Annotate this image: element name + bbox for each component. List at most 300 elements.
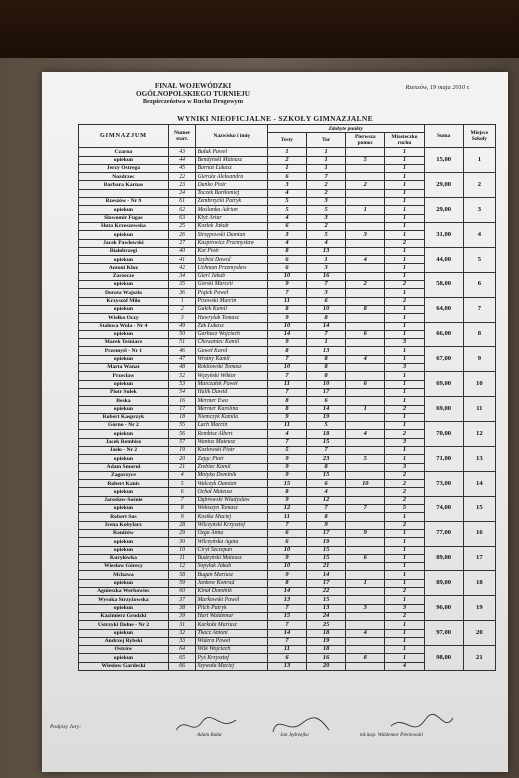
school-label: opiekun <box>79 355 169 363</box>
participant-name: Gaweł Karol <box>196 347 267 355</box>
school-place: 4 <box>463 222 495 247</box>
points-pomoc <box>346 513 385 521</box>
points-tor: 6 <box>307 480 346 488</box>
points-pomoc <box>346 563 385 571</box>
school-label: Kuryłówka <box>79 554 169 562</box>
points-miasteczko: 1 <box>385 563 424 571</box>
participant-name: Kot Piotr <box>196 247 267 255</box>
participant-name: Zembrzycki Patryk <box>196 198 267 206</box>
points-pomoc <box>346 189 385 197</box>
points-pomoc: 5 <box>346 156 385 164</box>
school-label: Huta Krzeszowska <box>79 222 169 230</box>
points-testy: 14 <box>267 588 306 596</box>
school-place: 2 <box>463 173 495 198</box>
participant-name: Barnaś Łukasz <box>196 164 267 172</box>
start-number: 30 <box>168 538 196 546</box>
school-sum: 67,00 <box>424 347 463 372</box>
points-miasteczko: 1 <box>385 148 424 156</box>
school-label: Adam Smorul <box>79 463 169 471</box>
points-miasteczko: 5 <box>385 505 424 513</box>
points-miasteczko: 1 <box>385 397 424 405</box>
table-row <box>79 646 496 654</box>
table-row <box>79 247 496 255</box>
points-tor: 16 <box>307 654 346 662</box>
points-pomoc <box>346 322 385 330</box>
points-pomoc <box>346 446 385 454</box>
school-label: opiekun <box>79 305 169 313</box>
points-testy: 7 <box>267 521 306 529</box>
start-number: 3 <box>168 314 196 322</box>
school-label: Agnieszka Werbowiec <box>79 588 169 596</box>
participant-name: Uchman Przemysław <box>196 264 267 272</box>
start-number: 56 <box>168 430 196 438</box>
participant-name: Lach Marcin <box>196 422 267 430</box>
points-miasteczko: 1 <box>385 372 424 380</box>
participant-name: Gałek Kamil <box>196 305 267 313</box>
participant-name: Widera Paweł <box>196 637 267 645</box>
points-tor: 3 <box>307 264 346 272</box>
table-row <box>79 272 496 280</box>
points-testy: 10 <box>267 546 306 554</box>
points-miasteczko: 2 <box>385 588 424 596</box>
start-number: 40 <box>168 247 196 255</box>
points-miasteczko: 1 <box>385 305 424 313</box>
points-testy: 8 <box>267 305 306 313</box>
participant-name: Marczałek Paweł <box>196 380 267 388</box>
points-miasteczko: 1 <box>385 637 424 645</box>
participant-name: Wantus Mateusz <box>196 438 267 446</box>
start-number: 6 <box>168 488 196 496</box>
start-number: 33 <box>168 637 196 645</box>
points-testy: 8 <box>267 397 306 405</box>
points-tor: 1 <box>307 339 346 347</box>
col-header-miasteczko: Miasteczko ruchu <box>385 133 424 148</box>
points-pomoc: 6 <box>346 554 385 562</box>
points-pomoc <box>346 438 385 446</box>
school-label: opiekun <box>79 654 169 662</box>
col-header-testy: Testy <box>267 133 306 148</box>
points-pomoc: 3 <box>346 231 385 239</box>
school-label: Antoni Kluz <box>79 264 169 272</box>
points-testy: 6 <box>267 529 306 537</box>
points-tor: 15 <box>307 596 346 604</box>
school-label: opiekun <box>79 538 169 546</box>
start-number: 5 <box>168 480 196 488</box>
school-label: opiekun <box>79 206 169 214</box>
points-tor: 17 <box>307 388 346 396</box>
points-testy: 7 <box>267 438 306 446</box>
participant-name: Sopyłak Jakub <box>196 563 267 571</box>
school-place: 20 <box>463 621 495 646</box>
points-miasteczko: 2 <box>385 430 424 438</box>
points-tor: 8 <box>307 372 346 380</box>
start-number: 31 <box>168 621 196 629</box>
points-pomoc: 3 <box>346 604 385 612</box>
points-pomoc: 4 <box>346 256 385 264</box>
school-place: 5 <box>463 247 495 272</box>
points-miasteczko: 1 <box>385 654 424 662</box>
start-number: 4 <box>168 471 196 479</box>
school-sum: 77,00 <box>424 521 463 546</box>
start-number: 46 <box>168 347 196 355</box>
results-table <box>78 124 496 671</box>
start-number: 54 <box>168 388 196 396</box>
points-testy: 10 <box>267 322 306 330</box>
points-testy: 9 <box>267 281 306 289</box>
school-label: Jerzy Ostrega <box>79 164 169 172</box>
points-pomoc <box>346 297 385 305</box>
participant-name: Kinał Dominik <box>196 588 267 596</box>
points-tor: 19 <box>307 538 346 546</box>
points-miasteczko: 2 <box>385 521 424 529</box>
points-miasteczko: 1 <box>385 422 424 430</box>
points-miasteczko: 1 <box>385 264 424 272</box>
start-number: 25 <box>168 222 196 230</box>
school-label: Piotr Sułek <box>79 388 169 396</box>
points-pomoc <box>346 488 385 496</box>
points-testy: 11 <box>267 513 306 521</box>
points-pomoc: 8 <box>346 305 385 313</box>
points-miasteczko: 1 <box>385 330 424 338</box>
start-number: 22 <box>168 173 196 181</box>
participant-name: Piątek Paweł <box>196 289 267 297</box>
points-pomoc <box>346 364 385 372</box>
school-label: opiekun <box>79 430 169 438</box>
start-number: 19 <box>168 446 196 454</box>
start-number: 65 <box>168 654 196 662</box>
start-number: 60 <box>168 588 196 596</box>
start-number: 48 <box>168 364 196 372</box>
school-label: Wiełko Oczy <box>79 314 169 322</box>
start-number: 64 <box>168 646 196 654</box>
points-tor: 12 <box>307 496 346 504</box>
participant-name: Markowski Paweł <box>196 596 267 604</box>
school-place: 13 <box>463 446 495 471</box>
participant-name: Szywała Maciej <box>196 662 267 670</box>
school-label: opiekun <box>79 281 169 289</box>
points-pomoc <box>346 471 385 479</box>
points-testy: 11 <box>267 297 306 305</box>
participant-name: Wrotny Kamil <box>196 355 267 363</box>
start-number: 11 <box>168 554 196 562</box>
school-label: Irena Kobylarz <box>79 521 169 529</box>
school-label: Robert Kasprzyk <box>79 413 169 421</box>
signature-name-3: mł.insp. Waldemar Pieniowski <box>360 732 423 738</box>
points-pomoc <box>346 463 385 471</box>
points-tor: 14 <box>307 571 346 579</box>
points-pomoc <box>346 422 385 430</box>
points-tor: 25 <box>307 621 346 629</box>
points-testy: 4 <box>267 430 306 438</box>
start-number: 49 <box>168 322 196 330</box>
points-tor: 6 <box>307 297 346 305</box>
school-label: Jacek Rembisz <box>79 438 169 446</box>
header-line-1: FINAŁ WOJEWÓDZKI <box>154 82 232 90</box>
participant-name: Niemczyk Kamila <box>196 413 267 421</box>
school-sum: 29,00 <box>424 173 463 198</box>
school-label: Krzyszóf Miło <box>79 297 169 305</box>
school-label: Wiesław Górecy <box>79 563 169 571</box>
school-sum: 69,00 <box>424 372 463 397</box>
points-miasteczko: 1 <box>385 571 424 579</box>
points-pomoc: 9 <box>346 529 385 537</box>
participant-name: Strzępowski Damian <box>196 231 267 239</box>
participant-name: Ochał Mateusz <box>196 488 267 496</box>
school-sum: 96,00 <box>424 596 463 621</box>
school-label: Sławomir Fugas <box>79 214 169 222</box>
school-place: 19 <box>463 596 495 621</box>
points-pomoc <box>346 314 385 322</box>
points-miasteczko: 1 <box>385 646 424 654</box>
start-number: 58 <box>168 571 196 579</box>
table-row <box>79 446 496 454</box>
points-miasteczko: 2 <box>385 496 424 504</box>
school-label: Jarosław-Sośnie <box>79 496 169 504</box>
points-testy: 3 <box>267 181 306 189</box>
points-tor: 15 <box>307 546 346 554</box>
points-pomoc <box>346 198 385 206</box>
table-row <box>79 297 496 305</box>
school-place: 18 <box>463 571 495 596</box>
points-miasteczko: 1 <box>385 222 424 230</box>
points-pomoc: 6 <box>346 330 385 338</box>
points-testy: 6 <box>267 654 306 662</box>
school-label: Marek Teśniarz <box>79 339 169 347</box>
participant-name: Mermer Karolina <box>196 405 267 413</box>
points-pomoc <box>346 372 385 380</box>
points-testy: 13 <box>267 662 306 670</box>
start-number: 55 <box>168 422 196 430</box>
points-pomoc: 2 <box>346 181 385 189</box>
school-sum: 70,00 <box>424 422 463 447</box>
participant-name: Żak Łukasz <box>196 322 267 330</box>
start-number: 23 <box>168 181 196 189</box>
points-testy: 7 <box>267 372 306 380</box>
points-tor: 8 <box>307 513 346 521</box>
points-testy: 6 <box>267 264 306 272</box>
start-number: 32 <box>168 629 196 637</box>
participant-name: Rembisz Albert <box>196 430 267 438</box>
start-number: 66 <box>168 662 196 670</box>
document-title: WYNIKI NIEOFICJALNE - SZKOŁY GIMNAZJALNE <box>177 114 373 123</box>
table-row <box>79 173 496 181</box>
points-testy: 10 <box>267 563 306 571</box>
start-number: 9 <box>168 513 196 521</box>
school-label <box>79 189 169 197</box>
points-miasteczko: 1 <box>385 272 424 280</box>
points-tor: 2 <box>307 189 346 197</box>
points-tor: 5 <box>307 422 346 430</box>
school-place: 7 <box>463 297 495 322</box>
participant-name: Żrebiec Kamil <box>196 463 267 471</box>
school-place: 14 <box>463 471 495 496</box>
points-pomoc <box>346 239 385 247</box>
school-sum: 97,00 <box>424 621 463 646</box>
start-number: 43 <box>168 148 196 156</box>
school-sum: 73,00 <box>424 471 463 496</box>
points-pomoc <box>346 496 385 504</box>
school-label: opiekun <box>79 604 169 612</box>
points-miasteczko: 3 <box>385 438 424 446</box>
points-testy: 5 <box>267 206 306 214</box>
participant-name: Wołoszyn Tomasz <box>196 505 267 513</box>
school-label: Barbara Karnas <box>79 181 169 189</box>
points-pomoc <box>346 413 385 421</box>
points-miasteczko: 1 <box>385 380 424 388</box>
points-pomoc <box>346 646 385 654</box>
points-testy: 5 <box>267 446 306 454</box>
points-tor: 10 <box>307 305 346 313</box>
col-header-name: Nazwisko i imię <box>196 125 267 148</box>
school-sum: 31,00 <box>424 222 463 247</box>
points-miasteczko: 1 <box>385 198 424 206</box>
col-header-nr: Numer start. <box>168 125 196 148</box>
start-number: 52 <box>168 372 196 380</box>
points-tor: 4 <box>307 488 346 496</box>
points-testy: 3 <box>267 231 306 239</box>
start-number: 1 <box>168 297 196 305</box>
participant-name: Wilk Wojciech <box>196 646 267 654</box>
participant-name: Hart Waldemar <box>196 612 267 620</box>
start-number: 39 <box>168 612 196 620</box>
school-label: Mchawa <box>79 571 169 579</box>
points-tor: 1 <box>307 148 346 156</box>
points-pomoc <box>346 662 385 670</box>
school-label: Wysoka Strzyżowska <box>79 596 169 604</box>
school-label: Dorota Wajszlo <box>79 289 169 297</box>
points-tor: 7 <box>307 446 346 454</box>
points-tor: 22 <box>307 588 346 596</box>
points-testy: 8 <box>267 347 306 355</box>
points-tor: 4 <box>307 239 346 247</box>
school-place: 17 <box>463 546 495 571</box>
school-label: opiekun <box>79 405 169 413</box>
points-pomoc <box>346 596 385 604</box>
points-tor: 20 <box>307 662 346 670</box>
results-sheet <box>42 72 508 772</box>
points-miasteczko: 1 <box>385 546 424 554</box>
points-miasteczko: 1 <box>385 164 424 172</box>
participant-name: Górski Marceli <box>196 281 267 289</box>
points-testy: 15 <box>267 480 306 488</box>
points-testy: 7 <box>267 355 306 363</box>
points-miasteczko: 1 <box>385 538 424 546</box>
points-testy: 12 <box>267 505 306 513</box>
points-pomoc <box>346 571 385 579</box>
points-testy: 9 <box>267 413 306 421</box>
points-tor: 1 <box>307 156 346 164</box>
points-pomoc: 1 <box>346 206 385 214</box>
school-label: Kazimierz Grodzki <box>79 612 169 620</box>
points-testy: 8 <box>267 405 306 413</box>
participant-name: Motyka Dominik <box>196 471 267 479</box>
table-row <box>79 571 496 579</box>
signature-name-2: Jan Jędrzejko <box>280 732 309 738</box>
results-body <box>79 148 496 671</box>
header-line-3: Bezpieczeństwa w Ruchu Drogowym <box>142 98 244 105</box>
points-pomoc <box>346 289 385 297</box>
points-testy: 7 <box>267 388 306 396</box>
school-place: 3 <box>463 198 495 223</box>
points-tor: 13 <box>307 247 346 255</box>
points-pomoc: 10 <box>346 480 385 488</box>
col-header-tor: Tor <box>307 133 346 148</box>
points-tor: 3 <box>307 214 346 222</box>
school-place: 6 <box>463 272 495 297</box>
start-number: 38 <box>168 604 196 612</box>
participant-name: Zając Piotr <box>196 455 267 463</box>
points-tor: 18 <box>307 629 346 637</box>
school-label: opiekun <box>79 330 169 338</box>
points-pomoc: 1 <box>346 579 385 587</box>
points-pomoc: 4 <box>346 629 385 637</box>
table-row <box>79 198 496 206</box>
points-miasteczko: 2 <box>385 471 424 479</box>
points-miasteczko: 2 <box>385 239 424 247</box>
participant-name: Pyś Krzysztof <box>196 654 267 662</box>
participant-name: Tkacz Antoni <box>196 629 267 637</box>
points-miasteczko: 3 <box>385 364 424 372</box>
school-sum: 89,00 <box>424 571 463 596</box>
points-miasteczko: 2 <box>385 297 424 305</box>
points-testy: 8 <box>267 488 306 496</box>
table-row <box>79 521 496 529</box>
points-pomoc: 4 <box>346 430 385 438</box>
participant-name: Halik Dawid <box>196 388 267 396</box>
points-tor: 18 <box>307 646 346 654</box>
school-label: Robert Sus <box>79 513 169 521</box>
points-miasteczko: 1 <box>385 596 424 604</box>
school-label: Ustrzyki Dolne - Nr 2 <box>79 621 169 629</box>
school-label: Rzeszów - Nr 9 <box>79 198 169 206</box>
table-row <box>79 596 496 604</box>
points-testy: 6 <box>267 222 306 230</box>
school-label: Stalowa Wola - Nr 4 <box>79 322 169 330</box>
table-header-row <box>79 125 496 133</box>
school-sum: 15,00 <box>424 148 463 173</box>
participant-name: Pisowski Marcin <box>196 297 267 305</box>
school-label: opiekun <box>79 546 169 554</box>
points-testy: 11 <box>267 646 306 654</box>
table-row <box>79 322 496 330</box>
organizer-header <box>118 82 268 106</box>
points-testy: 8 <box>267 247 306 255</box>
table-row <box>79 148 496 156</box>
points-tor: 21 <box>307 563 346 571</box>
points-testy: 4 <box>267 189 306 197</box>
school-label: Przecław <box>79 372 169 380</box>
school-label: opiekun <box>79 231 169 239</box>
points-tor: 1 <box>307 256 346 264</box>
points-tor: 8 <box>307 364 346 372</box>
table-row <box>79 546 496 554</box>
school-place: 11 <box>463 397 495 422</box>
points-miasteczko: 1 <box>385 347 424 355</box>
start-number: 18 <box>168 413 196 421</box>
table-row <box>79 621 496 629</box>
points-tor: 15 <box>307 438 346 446</box>
points-testy: 1 <box>267 164 306 172</box>
document-date: Rzeszów, 19 maja 2010 r. <box>405 84 470 91</box>
participant-name: Gierula Aleksandra <box>196 173 267 181</box>
points-testy: 9 <box>267 571 306 579</box>
points-testy: 6 <box>267 256 306 264</box>
points-pomoc <box>346 222 385 230</box>
header-line-2: OGÓLNOPOLSKIEGO TURNIEJU <box>136 90 250 98</box>
participant-name: Ozga Anna <box>196 529 267 537</box>
points-miasteczko: 3 <box>385 339 424 347</box>
school-label: Białobrzegi <box>79 247 169 255</box>
